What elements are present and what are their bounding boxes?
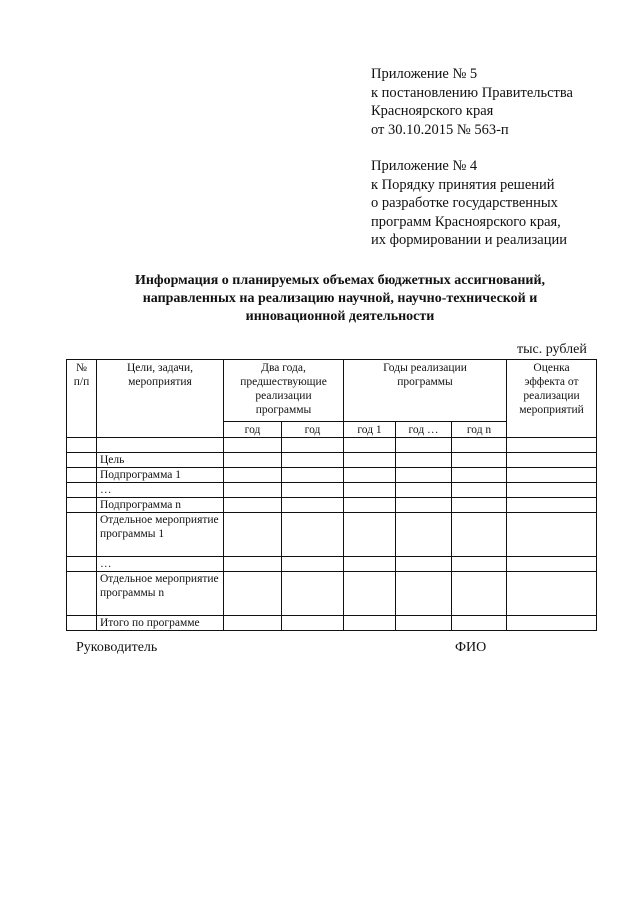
subheader-year: год [224, 422, 282, 438]
budget-table [66, 359, 597, 631]
document-title [60, 272, 620, 326]
subheader-year: год [282, 422, 344, 438]
appendix-5-line: Приложение № 5 [371, 66, 478, 82]
header-num: № п/п [67, 360, 97, 438]
appendix-4-block [371, 157, 567, 250]
row-label: Подпрограмма n [97, 498, 224, 513]
row-label: Отдельное мероприятие программы n [97, 572, 224, 616]
table-row [67, 468, 597, 483]
appendix-4-line: Приложение № 4 [371, 158, 478, 174]
table-row [67, 513, 597, 557]
table-row [67, 498, 597, 513]
appendix-4-line: программ Красноярского края, [371, 213, 561, 230]
title-line: направленных на реализацию научной, научно-технической и [142, 291, 538, 306]
appendix-4-line: их формировании и реализации [371, 232, 567, 248]
title-line: инновационной деятельности [245, 309, 435, 324]
appendix-4-line: о разработке государственных [371, 195, 558, 211]
appendix-5-line: Красноярского края [371, 103, 494, 119]
table-row [67, 453, 597, 468]
row-label: … [97, 483, 224, 498]
table-header-row [67, 360, 597, 422]
row-label: Итого по программе [97, 616, 224, 631]
row-label: Цель [97, 453, 224, 468]
row-label: Подпрограмма 1 [97, 468, 224, 483]
signature-head-label: Руководитель [76, 640, 158, 655]
appendix-5-line: к постановлению Правительства [371, 84, 573, 101]
signature-name-label: ФИО [455, 640, 487, 655]
header-goals: Цели, задачи, мероприятия [97, 360, 224, 438]
header-implementation-years: Годы реализации программы [344, 360, 507, 422]
table-row [67, 557, 597, 572]
appendix-5-block [371, 65, 573, 139]
table-row-total [67, 616, 597, 631]
subheader-year: год 1 [344, 422, 396, 438]
appendix-4-line: к Порядку принятия решений [371, 176, 555, 193]
appendix-5-line: от 30.10.2015 № 563-п [371, 121, 509, 138]
row-label: Отдельное мероприятие программы 1 [97, 513, 224, 557]
header-prev-years: Два года, предшествующие реализации программы [224, 360, 344, 422]
title-line: Информация о планируемых объемах бюджетных ассигнований, [134, 273, 546, 288]
row-label: … [97, 557, 224, 572]
subheader-year: год … [396, 422, 452, 438]
header-effect: Оценка эффекта от реализации мероприятий [507, 360, 597, 438]
table-row [67, 572, 597, 616]
table-row [67, 483, 597, 498]
subheader-year: год n [452, 422, 507, 438]
table-row-empty [67, 438, 597, 453]
units-label: тыс. рублей [517, 342, 587, 357]
